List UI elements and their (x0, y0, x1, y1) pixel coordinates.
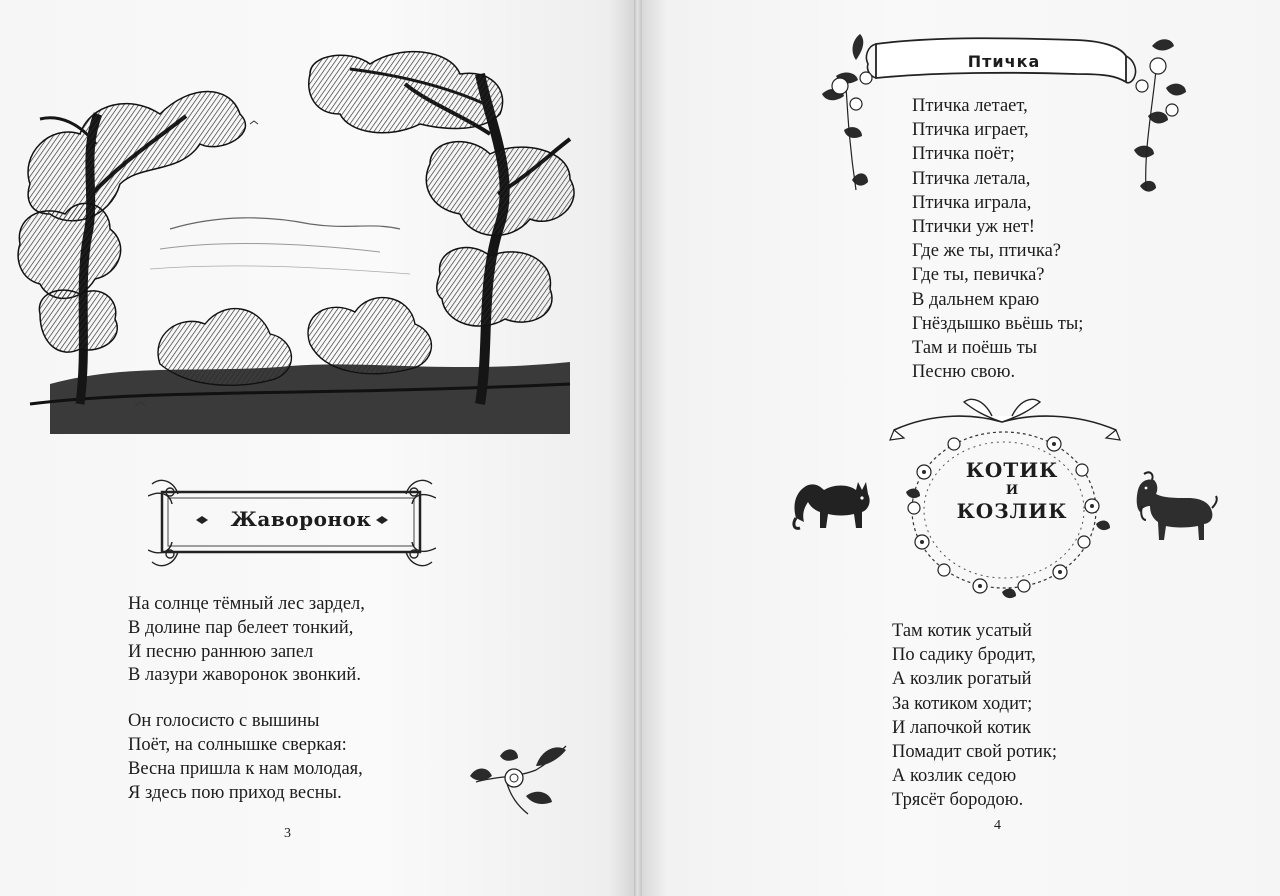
poem-ptichka (912, 94, 1083, 384)
poem-line: Птичка летает, (912, 96, 1028, 116)
poem-zhavoronok (128, 593, 365, 805)
goat-figure-icon (1134, 468, 1218, 542)
title-word-i: И (1005, 483, 1019, 498)
poem-line: Где же ты, птичка? (912, 241, 1062, 262)
title-word-kotik: КОТИК (965, 458, 1059, 482)
title-word-kozlik: КОЗЛИК (956, 498, 1068, 523)
poem-line: Песню свою. (912, 362, 1016, 383)
flower-vignette-icon (466, 736, 572, 818)
poem-line: В долине пар белеет тонкий, (128, 617, 354, 638)
poem-line: Он голосисто с вышины (128, 711, 320, 732)
cat-figure-icon (790, 474, 874, 532)
poem-title-ptichka: Птичка (967, 52, 1041, 71)
poem-line: Где ты, певичка? (912, 265, 1045, 286)
poem-line: Птичка поёт; (912, 144, 1015, 165)
poem-line: Поёт, на солнышке сверкая: (128, 734, 347, 755)
book-spine (634, 0, 642, 896)
stanza-gap (128, 688, 365, 710)
poem-line: Птички уж нет! (912, 217, 1035, 238)
poem-line: А козлик седою (892, 766, 1017, 787)
poem-line: На солнце тёмный лес зардел, (128, 594, 365, 614)
landscape-illustration (10, 44, 582, 434)
poem-line: Гнёздышко вьёшь ты; (912, 313, 1084, 334)
poem-line: Там и поёшь ты (912, 338, 1038, 359)
poem-line: А козлик рогатый (892, 669, 1032, 690)
poem-line: Птичка летала, (912, 168, 1031, 189)
page-number-right: 4 (994, 818, 1001, 833)
poem-line: Весна пришла к нам молодая, (128, 758, 363, 779)
poem-line: В дальнем краю (912, 289, 1040, 310)
page-number-left: 3 (284, 826, 291, 841)
poem-title-zhavoronok: Жаворонок (230, 507, 372, 531)
poem-line: За котиком ходит; (892, 693, 1033, 714)
poem-line: Трясёт бородою. (892, 790, 1024, 811)
poem-line: Помадит свой ротик; (892, 742, 1058, 763)
poem-line: Птичка играет, (912, 120, 1029, 141)
poem-kotik-i-kozlik (892, 619, 1057, 813)
poem-title-kotik-i-kozlik (955, 460, 1069, 522)
poem-line: Там котик усатый (892, 621, 1032, 641)
poem-line: Птичка играла, (912, 192, 1032, 213)
poem-line: В лазури жаворонок звонкий. (128, 665, 361, 686)
poem-line: Я здесь пою приход весны. (128, 782, 342, 803)
poem-line: И песню раннюю запел (128, 641, 314, 662)
poem-line: По садику бродит, (892, 645, 1036, 666)
poem-line: И лапочкой котик (892, 717, 1032, 738)
